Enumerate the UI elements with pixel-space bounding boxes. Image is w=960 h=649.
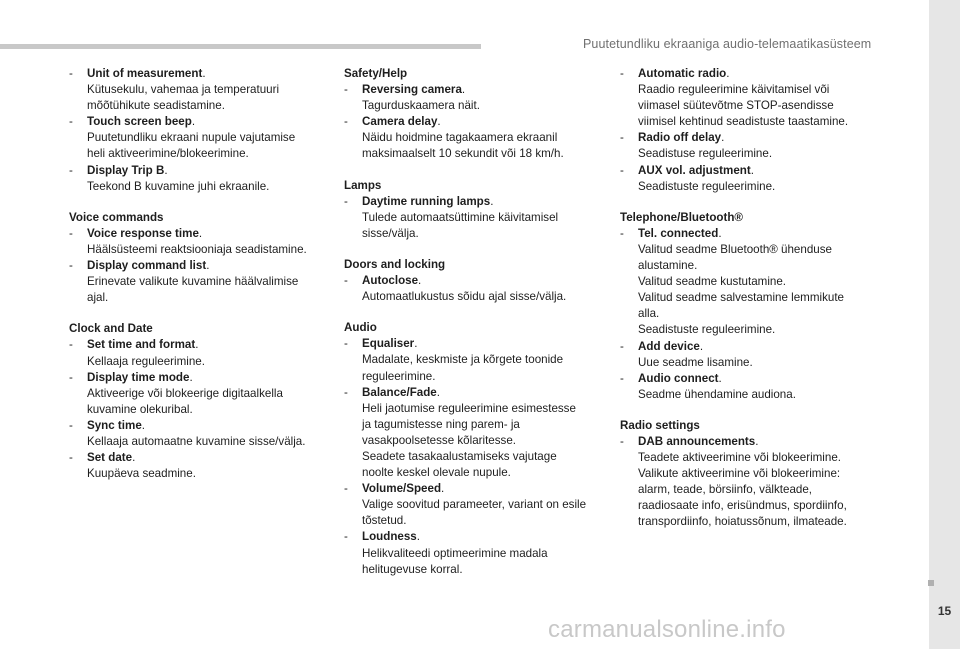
- name-period: .: [189, 370, 193, 384]
- bullet-dash: -: [344, 83, 348, 97]
- corner-marker: [928, 580, 934, 586]
- setting-item: [620, 226, 878, 339]
- name-period: .: [195, 338, 199, 352]
- settings-section: [344, 66, 604, 163]
- setting-description-line: viimisel kehtinud seadistuste taastamine.: [638, 115, 849, 129]
- setting-name: Tel. connected: [638, 226, 719, 240]
- settings-section: [620, 418, 878, 531]
- section-title: Doors and locking: [344, 257, 446, 271]
- settings-section: [344, 178, 604, 242]
- setting-description-line: Helikvaliteedi optimeerimine madala: [362, 546, 548, 560]
- header-rule: [0, 44, 481, 49]
- setting-name: Set time and format: [87, 338, 196, 352]
- setting-description-line: sisse/välja.: [362, 226, 419, 240]
- name-period: .: [490, 194, 494, 208]
- bullet-dash: -: [69, 163, 73, 177]
- section-title: Clock and Date: [69, 322, 153, 336]
- setting-name: Loudness: [362, 530, 417, 544]
- setting-description-line: Puutetundliku ekraani nupule vajutamise: [87, 131, 296, 145]
- setting-description-line: Valitud seadme salvestamine lemmikute: [638, 291, 844, 305]
- setting-name: Voice response time: [87, 226, 199, 240]
- setting-description-line: Seadistuste reguleerimine.: [638, 179, 776, 193]
- setting-item: [69, 337, 324, 369]
- setting-description-line: transpordiinfo, hoiatussõnum, ilmateade.: [638, 515, 847, 529]
- setting-item: [69, 370, 324, 418]
- setting-description-line: vasakpoolsetesse kõlaritesse.: [362, 433, 517, 447]
- setting-name: Camera delay: [362, 115, 438, 129]
- setting-description-line: alla.: [638, 307, 660, 321]
- bullet-dash: -: [344, 194, 348, 208]
- setting-description-line: Kütusekulu, vahemaa ja temperatuuri: [87, 83, 280, 97]
- setting-name: DAB announcements: [638, 434, 756, 448]
- setting-item: [344, 385, 604, 482]
- setting-description-line: Kuupäeva seadmine.: [87, 467, 196, 481]
- setting-name: Audio connect: [638, 371, 719, 385]
- bullet-dash: -: [344, 274, 348, 288]
- setting-item: [69, 258, 324, 306]
- name-period: .: [198, 226, 203, 240]
- name-period: .: [191, 115, 196, 129]
- setting-item: [620, 163, 878, 195]
- setting-description-line: helitugevuse korral.: [362, 562, 463, 576]
- setting-description-line: Seadme ühendamine audiona.: [638, 387, 796, 401]
- setting-item: [344, 529, 604, 577]
- side-margin-strip: [929, 0, 960, 649]
- setting-description-line: mõõtühikute seadistamine.: [87, 99, 225, 113]
- setting-item: [620, 339, 878, 371]
- bullet-dash: -: [69, 451, 73, 465]
- setting-description-line: kuvamine olekuribal.: [87, 402, 193, 416]
- setting-description-line: Uue seadme lisamine.: [638, 355, 753, 369]
- setting-name: Balance/Fade: [362, 385, 437, 399]
- setting-description-line: Näidu hoidmine tagakaamera ekraanil: [362, 131, 558, 145]
- setting-item: [69, 114, 324, 162]
- setting-description-line: Aktiveerige või blokeerige digitaalkella: [87, 386, 283, 400]
- setting-description-line: raadiosaate info, erisündmus, spordiinfo,: [638, 499, 847, 513]
- setting-description-line: Teadete aktiveerimine või blokeerimine.: [638, 451, 841, 465]
- settings-section: [69, 321, 324, 482]
- setting-name: Display command list: [87, 259, 207, 273]
- setting-name: Daytime running lamps: [362, 194, 491, 208]
- name-period: .: [718, 226, 722, 240]
- setting-description-line: maksimaalselt 10 sekundit või 18 km/h.: [362, 147, 564, 161]
- bullet-dash: -: [69, 259, 73, 273]
- setting-description-line: Häälsüsteemi reaktsiooniaja seadistamine.: [87, 242, 307, 256]
- setting-description-line: reguleerimine.: [362, 369, 436, 383]
- name-period: .: [436, 385, 440, 399]
- name-period: .: [414, 337, 418, 351]
- setting-name: Unit of measurement: [87, 67, 203, 80]
- bullet-dash: -: [344, 337, 348, 351]
- name-period: .: [141, 418, 146, 432]
- setting-description-line: viimasel süütevõtme STOP-asendisse: [638, 99, 834, 113]
- setting-item: [344, 273, 604, 305]
- setting-name: Equaliser: [362, 337, 415, 351]
- name-period: .: [164, 163, 168, 177]
- settings-section: [620, 66, 878, 195]
- name-period: .: [441, 482, 445, 496]
- settings-section: [620, 210, 878, 403]
- setting-description-line: heli aktiveerimine/blokeerimine.: [87, 147, 249, 161]
- bullet-dash: -: [620, 131, 624, 145]
- column-2: [344, 66, 604, 593]
- bullet-dash: -: [620, 226, 624, 240]
- name-period: .: [418, 274, 422, 288]
- setting-item: [344, 194, 604, 242]
- setting-name: Display time mode: [87, 370, 190, 384]
- setting-name: Display Trip B: [87, 163, 165, 177]
- setting-item: [69, 418, 324, 450]
- settings-section: [69, 210, 324, 307]
- setting-item: [344, 336, 604, 384]
- setting-description-line: Valitud seadme Bluetooth® ühenduse: [638, 242, 832, 256]
- setting-name: Sync time: [87, 418, 142, 432]
- setting-name: Automatic radio: [638, 67, 727, 80]
- bullet-dash: -: [69, 370, 73, 384]
- setting-description-line: Teekond B kuvamine juhi ekraanile.: [87, 179, 270, 193]
- setting-description-line: tõstetud.: [362, 514, 407, 528]
- name-period: .: [132, 451, 136, 465]
- setting-description-line: Seadistuse reguleerimine.: [638, 147, 773, 161]
- setting-description-line: alustamine.: [638, 259, 698, 273]
- bullet-dash: -: [620, 434, 624, 448]
- setting-description-line: Kellaaja reguleerimine.: [87, 354, 205, 368]
- setting-name: Radio off delay: [638, 131, 722, 145]
- name-period: .: [206, 259, 210, 273]
- setting-item: [620, 434, 878, 531]
- setting-description-line: alarm, teade, börsiinfo, välkteade,: [638, 483, 813, 497]
- setting-description-line: ja tagumistesse ning parem- ja: [362, 417, 520, 431]
- section-title: Radio settings: [620, 418, 700, 432]
- bullet-dash: -: [620, 371, 624, 385]
- setting-item: [69, 226, 324, 258]
- bullet-dash: -: [344, 482, 348, 496]
- setting-description-line: Madalate, keskmiste ja kõrgete toonide: [362, 353, 564, 367]
- setting-item: [69, 450, 324, 482]
- settings-section: [344, 257, 604, 305]
- bullet-dash: -: [344, 530, 348, 544]
- setting-item: [344, 114, 604, 162]
- setting-description-line: Valige soovitud parameeter, variant on esile: [362, 498, 587, 512]
- setting-description-line: Erinevate valikute kuvamine häälvalimise: [87, 275, 299, 289]
- section-title: Lamps: [344, 178, 382, 192]
- column-3: [620, 66, 878, 546]
- setting-name: Autoclose: [362, 274, 419, 288]
- bullet-dash: -: [69, 338, 73, 352]
- setting-description-line: Seadete tasakaalustamiseks vajutage: [362, 449, 557, 463]
- setting-name: Add device: [638, 339, 700, 353]
- bullet-dash: -: [620, 67, 624, 80]
- setting-name: Set date: [87, 451, 133, 465]
- bullet-dash: -: [620, 163, 624, 177]
- settings-section: [344, 320, 604, 578]
- page-header-title: Puutetundliku ekraaniga audio-telemaatikasüsteem: [583, 37, 872, 51]
- setting-item: [620, 66, 878, 130]
- bullet-dash: -: [69, 226, 73, 240]
- name-period: .: [718, 371, 722, 385]
- bullet-dash: -: [69, 67, 73, 80]
- setting-name: Volume/Speed: [362, 482, 442, 496]
- section-title: Safety/Help: [344, 67, 408, 80]
- page-number: 15: [937, 604, 952, 618]
- bullet-dash: -: [620, 339, 624, 353]
- name-period: .: [750, 163, 754, 177]
- settings-section: [69, 66, 324, 195]
- setting-item: [620, 130, 878, 162]
- setting-description-line: Tagurduskaamera näit.: [362, 99, 480, 113]
- name-period: .: [726, 67, 730, 80]
- setting-item: [69, 163, 324, 195]
- setting-description-line: Heli jaotumise reguleerimine esimestesse: [362, 401, 576, 415]
- setting-description-line: noolte keskel olevale nupule.: [362, 466, 511, 480]
- setting-description-line: Valitud seadme kustutamine.: [638, 275, 787, 289]
- section-title: Audio: [344, 321, 377, 335]
- setting-name: Touch screen beep: [87, 115, 192, 129]
- setting-item: [620, 371, 878, 403]
- setting-item: [344, 481, 604, 529]
- setting-description-line: ajal.: [87, 291, 109, 305]
- setting-description-line: Automaatlukustus sõidu ajal sisse/välja.: [362, 290, 567, 304]
- name-period: .: [461, 83, 466, 97]
- setting-description-line: Seadistuste reguleerimine.: [638, 323, 776, 337]
- name-period: .: [202, 67, 206, 80]
- bullet-dash: -: [344, 115, 348, 129]
- bullet-dash: -: [344, 385, 348, 399]
- setting-item: [69, 66, 324, 114]
- section-title: Telephone/Bluetooth®: [620, 210, 743, 224]
- name-period: .: [721, 131, 725, 145]
- setting-item: [344, 82, 604, 114]
- bullet-dash: -: [69, 418, 73, 432]
- setting-name: AUX vol. adjustment: [638, 163, 751, 177]
- name-period: .: [416, 530, 420, 544]
- bullet-dash: -: [69, 115, 73, 129]
- setting-description-line: Kellaaja automaatne kuvamine sisse/välja.: [87, 434, 306, 448]
- setting-description-line: Raadio reguleerimine käivitamisel või: [638, 83, 830, 97]
- setting-name: Reversing camera: [362, 83, 462, 97]
- name-period: .: [699, 339, 704, 353]
- name-period: .: [437, 115, 441, 129]
- setting-description-line: Tulede automaatsüttimine käivitamisel: [362, 210, 559, 224]
- section-title: Voice commands: [69, 210, 164, 224]
- setting-description-line: Valikute aktiveerimine või blokeerimine:: [638, 467, 841, 481]
- watermark-text: carmanualsonline.info: [548, 616, 786, 643]
- column-1: [69, 66, 324, 497]
- name-period: .: [755, 434, 759, 448]
